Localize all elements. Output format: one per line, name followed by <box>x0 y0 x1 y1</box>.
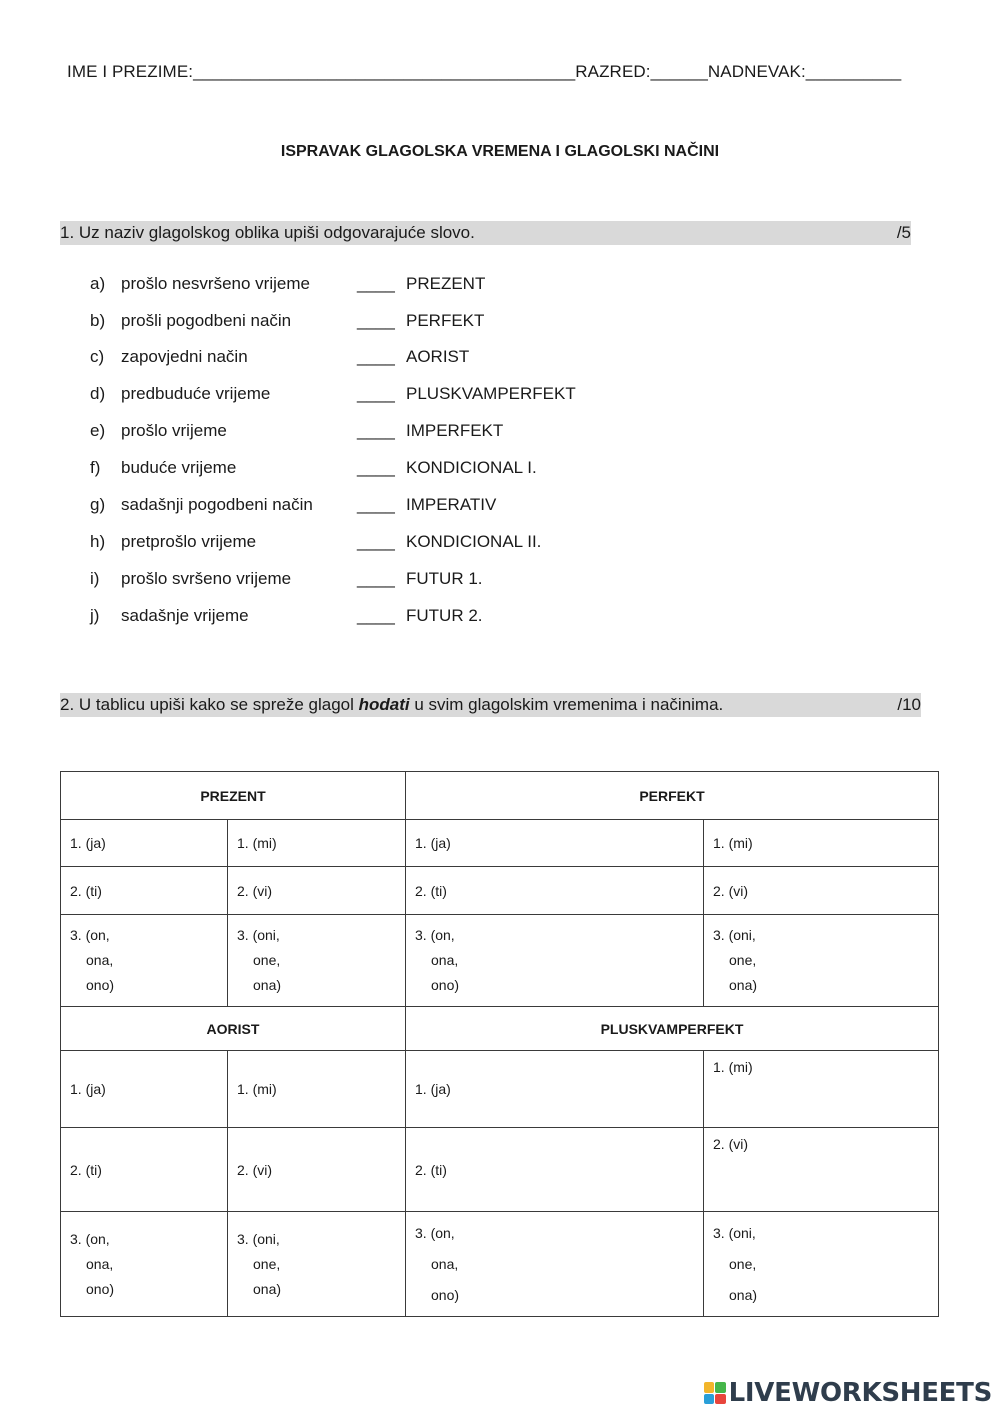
student-info-line: IME I PREZIME:________________________________________RAZRED:______NADNEVAK:__________ <box>67 62 902 81</box>
tense-header-perfekt: PERFEKT <box>406 772 939 820</box>
answer-cell[interactable]: 2. (ti) <box>406 867 704 915</box>
verb-form-name: PERFEKT <box>406 311 485 330</box>
table-row <box>61 915 939 1007</box>
answer-blank[interactable]: ____ <box>357 495 395 514</box>
item-letter: e) <box>90 421 106 440</box>
item-description: zapovjedni način <box>121 347 248 366</box>
table-row <box>61 1051 939 1128</box>
item-description: prošli pogodbeni način <box>121 311 292 330</box>
answer-blank[interactable]: ____ <box>357 569 395 588</box>
item-letter: c) <box>90 347 105 366</box>
task-2-instruction-bar <box>60 693 921 717</box>
person-label: 3. (on, <box>415 927 455 943</box>
person-label: ono) <box>86 977 115 993</box>
person-label: ona) <box>253 1280 282 1297</box>
item-description: buduće vrijeme <box>121 458 237 477</box>
table-row <box>61 867 939 915</box>
answer-cell[interactable]: 1. (ja) <box>61 1051 228 1128</box>
person-label: one, <box>253 1255 281 1272</box>
answer-cell[interactable]: 2. (vi) <box>704 867 939 915</box>
table-row <box>61 1007 939 1051</box>
verb-form-name: FUTUR 1. <box>406 569 483 588</box>
person-label: 3. (oni, <box>713 1224 756 1241</box>
person-label: ono) <box>431 977 460 993</box>
item-letter: d) <box>90 384 106 403</box>
answer-cell[interactable]: 1. (mi) <box>704 1051 939 1128</box>
liveworksheets-logo-icon <box>704 1382 726 1404</box>
instruction-text: 2. U tablicu upiši kako se spreže glagol <box>60 695 359 714</box>
item-description: prošlo vrijeme <box>121 421 227 440</box>
answer-cell[interactable]: 1. (ja) <box>406 1051 704 1128</box>
verb-form-name: PREZENT <box>406 274 486 293</box>
verb-form-name: PLUSKVAMPERFEKT <box>406 384 576 403</box>
answer-blank[interactable]: ____ <box>357 606 395 625</box>
verb-form-name: IMPERATIV <box>406 495 497 514</box>
answer-blank[interactable]: ____ <box>357 384 395 403</box>
answer-cell[interactable]: 2. (vi) <box>704 1128 939 1212</box>
verb-form-name: KONDICIONAL II. <box>406 532 542 551</box>
person-label: 3. (oni, <box>713 927 756 943</box>
item-letter: f) <box>90 458 101 477</box>
task-1-score: /5 <box>896 223 911 242</box>
answer-cell[interactable]: 1. (ja) <box>406 820 704 867</box>
task-1-instruction: 1. Uz naziv glagolskog oblika upiši odgovarajuće slovo. <box>60 223 475 242</box>
brand-name: LIVEWORKSHEETS <box>728 1378 992 1408</box>
verb-form-name: FUTUR 2. <box>406 606 483 625</box>
item-description: predbuduće vrijeme <box>121 384 271 403</box>
item-letter: j) <box>90 606 100 625</box>
verb-form-name: KONDICIONAL I. <box>406 458 537 477</box>
worksheet-title: ISPRAVAK GLAGOLSKA VREMENA I GLAGOLSKI NAČINI <box>280 143 720 160</box>
answer-cell[interactable]: 1. (mi) <box>228 1051 406 1128</box>
answer-cell[interactable]: 2. (vi) <box>228 867 406 915</box>
answer-cell[interactable]: 2. (ti) <box>61 867 228 915</box>
item-description: pretprošlo vrijeme <box>121 532 257 551</box>
person-label: ona) <box>253 977 282 993</box>
answer-cell[interactable]: 1. (ja) <box>61 820 228 867</box>
answer-blank[interactable]: ____ <box>357 311 395 330</box>
answer-blank[interactable]: ____ <box>357 274 395 293</box>
person-label: 3. (oni, <box>237 927 280 943</box>
conjugation-table <box>60 771 939 1317</box>
tense-header-pluskvamperfekt: PLUSKVAMPERFEKT <box>406 1007 939 1051</box>
table-row <box>61 1212 939 1317</box>
answer-blank[interactable]: ____ <box>357 347 395 366</box>
answer-blank[interactable]: ____ <box>357 421 395 440</box>
instruction-text: u svim glagolskim vremenima i načinima. <box>409 695 724 714</box>
answer-cell[interactable] <box>61 1212 228 1317</box>
person-label: one, <box>729 1255 757 1272</box>
liveworksheets-logo <box>704 1379 992 1407</box>
item-letter: b) <box>90 311 106 330</box>
answer-cell[interactable] <box>228 1212 406 1317</box>
answer-cell[interactable] <box>61 915 228 1007</box>
task-1-instruction-bar <box>60 221 911 245</box>
person-label: ono) <box>86 1280 115 1297</box>
item-description: prošlo svršeno vrijeme <box>121 569 292 588</box>
item-letter: h) <box>90 532 106 551</box>
answer-blank[interactable]: ____ <box>357 532 395 551</box>
answer-cell[interactable]: 2. (ti) <box>61 1128 228 1212</box>
tense-header-aorist: AORIST <box>61 1007 406 1051</box>
person-label: ona, <box>431 952 459 968</box>
person-label: 3. (on, <box>70 927 110 943</box>
item-letter: a) <box>90 274 106 293</box>
person-label: ono) <box>431 1286 460 1303</box>
table-row <box>61 820 939 867</box>
task-2-instruction <box>60 695 723 714</box>
item-description: sadašnje vrijeme <box>121 606 249 625</box>
table-row <box>61 772 939 820</box>
person-label: ona) <box>729 1286 758 1303</box>
person-label: 3. (on, <box>70 1230 110 1247</box>
person-label: ona, <box>86 1255 114 1272</box>
item-description: sadašnji pogodbeni način <box>121 495 313 514</box>
answer-cell[interactable]: 1. (mi) <box>704 820 939 867</box>
table-row <box>61 1128 939 1212</box>
person-label: 3. (oni, <box>237 1230 280 1247</box>
item-description: prošlo nesvršeno vrijeme <box>121 274 310 293</box>
item-letter: i) <box>90 569 100 588</box>
person-label: 3. (on, <box>415 1224 455 1241</box>
verb-form-name: IMPERFEKT <box>406 421 504 440</box>
tense-header-prezent: PREZENT <box>61 772 406 820</box>
answer-blank[interactable]: ____ <box>357 458 395 477</box>
person-label: ona) <box>729 977 758 993</box>
person-label: one, <box>729 952 757 968</box>
answer-cell[interactable]: 2. (ti) <box>406 1128 704 1212</box>
answer-cell[interactable]: 2. (vi) <box>228 1128 406 1212</box>
task-2-score: /10 <box>897 695 921 714</box>
target-verb: hodati <box>358 695 410 714</box>
person-label: ona, <box>431 1255 459 1272</box>
answer-cell[interactable] <box>704 1212 939 1317</box>
person-label: ona, <box>86 952 114 968</box>
answer-cell[interactable] <box>704 915 939 1007</box>
person-label: one, <box>253 952 281 968</box>
item-letter: g) <box>90 495 106 514</box>
answer-cell[interactable] <box>406 915 704 1007</box>
answer-cell[interactable] <box>228 915 406 1007</box>
answer-cell[interactable] <box>406 1212 704 1317</box>
verb-form-name: AORIST <box>406 347 470 366</box>
answer-cell[interactable]: 1. (mi) <box>228 820 406 867</box>
